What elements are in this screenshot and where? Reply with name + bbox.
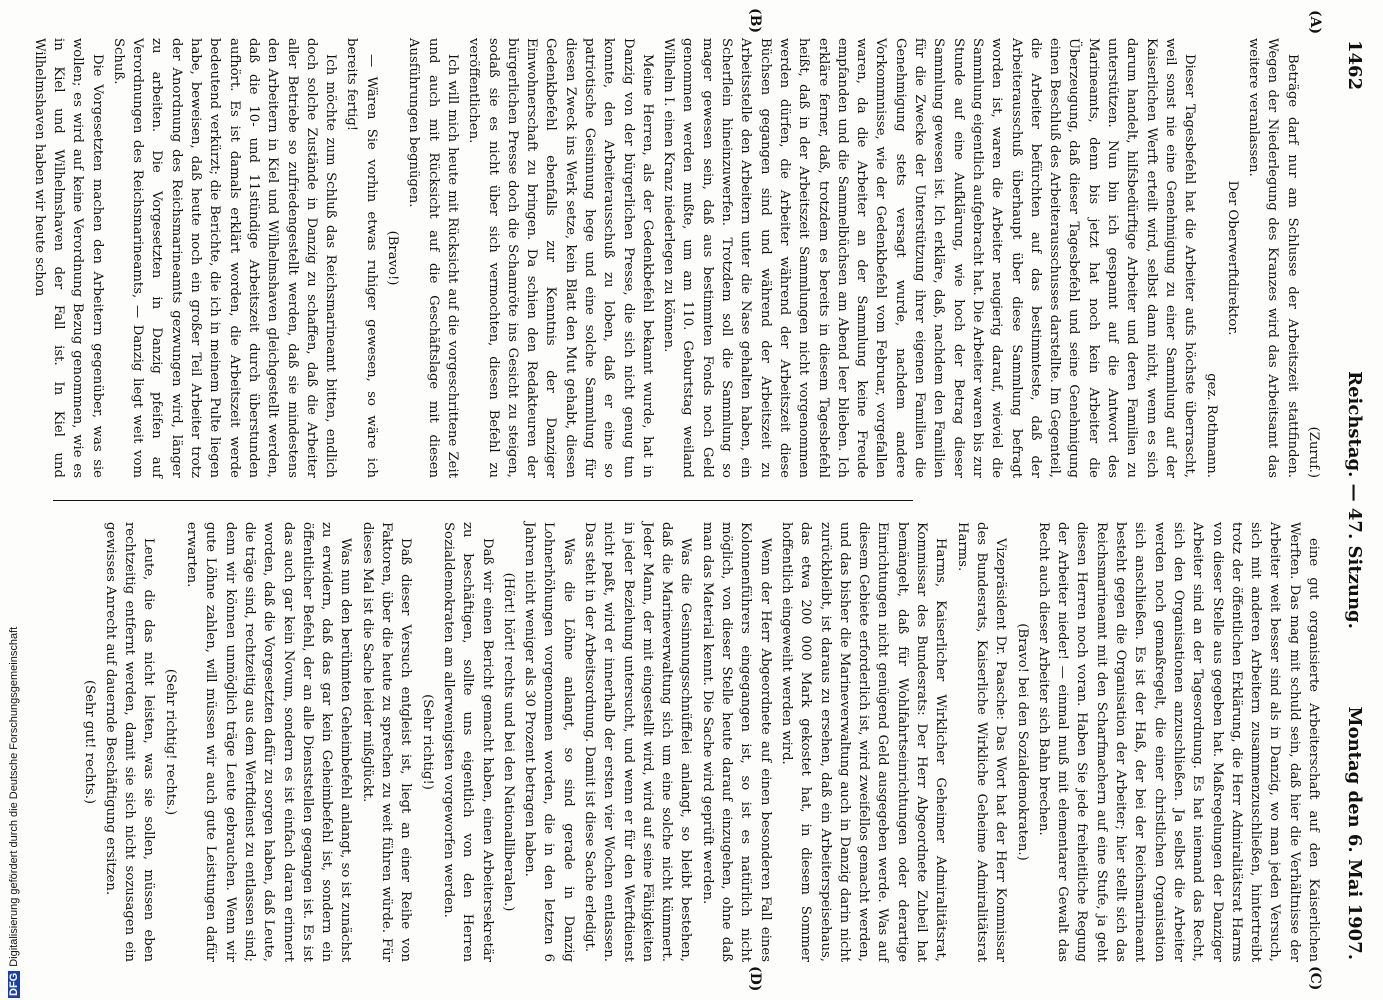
paragraph: — Wären Sie vorhin etwas ruhiger gewesen, so wäre ich bereits fertig!: [344, 38, 379, 478]
margin-marker-b: (B): [747, 8, 763, 34]
left-column: [31, 38, 1323, 478]
column-divider: [53, 500, 913, 501]
header-session: Reichstag. — 47. Sitzung.: [1344, 371, 1365, 629]
paragraph: Wenn der Herr Abgeordnete auf einen besonderen Fall eines Kolonnenführers eingegangen ist, so ist es natürlich nicht möglich, von dieser Stelle heute darauf einzugehen, ohne daß man das Material kennt. Die Sache wird geprüft werden.: [699, 522, 773, 962]
interjection: (Sehr richtig! rechts.): [162, 668, 178, 816]
paragraph: Beträge darf nur am Schlusse der Arbeitszeit stattfinden. Wegen der Niederlegung des Kranzes wird das Arbeitsamt das weitere veranlassen.: [1246, 38, 1300, 478]
paragraph: Harms, Kaiserlicher Wirklicher Geheimer Admiralitätsrat, Kommissar des Bundesrats: Der Herr Abgeordnete Zubeil hat bemängelt, daß für Wohlfahrtseinrichtungen oder derartige Einrichtungen nicht genügend Geld ausgegeben werde. Was auf diesem Gebiete erforderlich ist, wird zweifellos gemacht werden, und das bisher die Marineverwaltung auch in Danzig darin nicht zurückbleibt, ist daraus zu ersehen, daß ein Arbeiterspeisehaus, das etwa 200 000 Mark gekostet hat, in diesem Sommer hoffentlich eingeweiht werden wird.: [778, 522, 949, 962]
paragraph: Was die Löhne anlangt, so sind gerade in Danzig Lohnerhöhungen vorgenommen worden, die in den letzten 6 Jahren nicht weniger als 30 Prozent betragen haben.: [522, 522, 576, 962]
speaker-intro: Vizepräsident Dr. Paasche: Das Wort hat der Herr Kommissar des Bundesrats, Kaiserliche Wirkliche Geheime Admiralitätsrat Harms.: [954, 522, 1009, 962]
paragraph: Was nun den berühmten Geheimbefehl anlangt, so ist zunächst zu erwidern, daß das gar kein Geheimbefehl ist, sondern ein öffentlicher Befehl, der an alle Dienststellen gegangen ist. Es ist das auch gar kein Novum, sondern es ist einfach daran erinnert worden, daß die Vorgesetzten dafür zu sorgen haben, daß Leute, die träge sind, rechtzeitig aus dem Werftdienst zu entlassen sind; denn wir können unmöglich träge Leute gebrauchen. Wenn wir gute Löhne zahlen, will müssen wir auch gute Leistungen dafür erwarten.: [184, 522, 354, 962]
margin-marker-c: (C): [1307, 966, 1323, 991]
paragraph: Was die Gesinnungsschnüffelei anlangt, so bleibt bestehen, daß die Marineverwaltung sich um eine solche nicht kümmert. Jeder Mann, der mit eingestellt wird, wird auf seine Fähigkeiten in jeder Beziehung untersucht, und wenn er für den Werftdienst nicht paßt, wird er innerhalb der ersten vier Wochen entlassen. Das steht in der Arbeitsordnung. Damit ist diese Sache erledigt.: [582, 522, 694, 962]
paragraph: eine gut organisierte Arbeiterschaft auf den Kaiserlichen Werften. Das mag mit schuld sein, daß hier die Verhältnisse der Arbeiter weit besser sind als in Danzig, wo man jeden Versuch, sich mit anderen Arbeitern zusammenzuschließen, hintertreibt trotz der öffentlichen Erklärung, die Herr Admiralitätsrat Harms von dieser Stelle aus gegeben hat. Maßregelungen der Danziger Arbeiter sind an der Tagesordnung. Es hat niemand das Recht, sich den Organisationen anzuschließen. Ja selbst die Arbeiter werden noch gemaßregelt, die einer christlichen Organisation sich anschließen. Es ist der Haß, der bei der Reichsmarineamt besteht gegen die Organisation der Arbeiter; hier stellt sich das Reichsmarineamt mit den Scharfmachern auf eine Stufe, ja geht diesen Herren noch voran. Haben Sie jede freiheitliche Regung der Arbeiter nieder! — einmal muß mit elementarer Gewalt das Recht auch dieser Arbeiter sich Bahn brechen.: [1035, 522, 1321, 962]
header-date: Montag den 6. Mai 1907.: [1344, 706, 1365, 960]
footer-text: Digitalisierung gefördert durch die Deutsche Forschungsgemeinschaft: [8, 626, 20, 967]
right-column: [81, 522, 1323, 962]
dfg-logo: DFG: [8, 972, 20, 996]
margin-marker-d: (D): [747, 966, 763, 992]
interjection: (Sehr richtig!): [419, 694, 435, 790]
rotated-page: [31, 0, 1383, 1000]
paragraph: Die Vorgesetzten machen den Arbeitern gegenüber, was sie wollen; es wird auf keine Verordnung Bezug genommen, wie es in Kiel und Wilhelmshaven der Fall ist. In Kiel und Wilhelmshaven haben wir heute schon: [31, 38, 105, 478]
paragraph: Daß wir einen Bericht gemacht haben, einen Arbeitersekretär zu beschäftigen, sollte uns eigentlich von den Herren Sozialdemokraten am allerwenigsten vorgeworfen werden.: [440, 522, 495, 962]
signature-name: gez. Rothmann.: [1203, 373, 1219, 478]
paragraph: (Zuruf.): [1306, 426, 1321, 478]
paragraph: Ich will mich heute mit Rücksicht auf die vorgeschrittene Zeit und auch mit Rücksicht auf die Geschäftslage mit diesen Ausführungen begnügen.: [406, 38, 460, 478]
interjection: (Bravo!): [385, 230, 401, 286]
footer-text-wrap: [8, 627, 20, 998]
paragraph: Ich möchte zum Schluß das Reichsmarineamt bitten, endlich doch solche Zustände in Danzig zu schaffen, daß die Arbeiter aller Betriebe so zufriedengestellt werden, daß sie mindestens den Arbeitern in Kiel und Wilhelmshaven gleichgestellt werden, daß die 10- und 11stündige Arbeitszeit durch überstunden aufhört. Es ist damals erklärt worden, die Arbeitszeit werde bedeutend verkürzt; die Berichte, die ich in meinem Pulte liegen habe, beweisen, daß heute noch ein großer Teil Arbeiter trotz der Anordnung des Reichsmarineamts gezwungen wird, länger zu arbeiten. Die Vorgesetzten in Danzig pfeifen auf Verordnungen des Reichsmarineamts, — Danzig liegt weit vom Schuß.: [110, 38, 339, 478]
funding-footer: [4, 618, 20, 998]
interjection: (Bravo! bei den Sozialdemokraten.): [1014, 623, 1030, 861]
paragraph: Meine Herren, als der Gedenkbefehl bekannt wurde, hat in Danzig von der bürgerlichen Presse, die sich nicht genug tun konnte, den Arbeiterausschuß zu loben, daß er eine so patriotische Gesinnung hege und eine solche Sammlung für diesen Zweck ins Werk setze, kein Blatt den Mut gehabt, diesen Gedenkbefehl ebenfalls zur Kenntnis der Danziger Einwohnerschaft zu bringen. Da schien den Redakteuren der bürgerlichen Presse doch die Schamröte ins Gesicht zu steigen, sodaß sie es nicht über sich vermochten, diesen Befehl zu veröffentlichen.: [466, 38, 655, 478]
signature-title: Der Oberwerftdirektor.: [1224, 180, 1240, 336]
margin-marker-a: (A): [1307, 10, 1323, 35]
paragraph: Daß dieser Versuch entgleist ist, liegt an einer Reihe von Faktoren, über die heute zu sprechen zu weit führen würde. Für dieses Mal ist die Sache leider mißglückt.: [359, 522, 414, 962]
page-number: 1462: [1344, 40, 1365, 91]
interjection: (Sehr gut! rechts.): [81, 679, 97, 805]
paragraph: Leute, die das nicht leisten, was sie sollen, müssen eben rechtzeitig entfernt werden, damit sie sich nicht sozusagen ein gewisses Anrecht auf dauernde Beschäftigung ersitzen.: [102, 522, 157, 962]
paragraph: Dieser Tagesbefehl hat die Arbeiter aufs höchste überrascht, weil sonst nie eine Genehmigung zu einer Sammlung auf der Kaiserlichen Werft erteilt wird, selbst dann nicht, wenn es sich darum handelt, hilfsbedürftige Arbeiter und deren Familien zu unterstützen. Nun bin ich gespannt auf die Antwort des Marineamts, denn bis jetzt hat noch kein Arbeiter die Überzeugung, daß dieser Tagesbefehl und seine Genehmigung einen Beschluß des Arbeiterausschusses darstellte. Im Gegenteil, die Arbeiter befürchten auf das bestimmteste, daß der Arbeiterausschuß überhaupt über diese Sammlung befragt worden ist, waren die Arbeiter neugierig darauf, wieviel die Sammlung eigentlich aufgebracht hat. Die Arbeiter waren bis zur Stunde auf eine Aufklärung, wie hoch der Betrag dieser Sammlung gewesen ist. Ich erkläre, daß, nachdem den Familien für die Zwecke der Unterstützung ihrer eigenen Familien die Genehmigung stets versagt wurde, nachdem andere Vorkommnisse, wie der Gedenkbefehl vom Februar, vorgefallen waren, da die Arbeiter an der Sammlung keine Freude empfanden und die Sammelbüchsen am Abend leer blieben. Ich erkläre ferner, daß, trotzdem es bereits in diesem Tagesbefehl heißt, daß in der Arbeitszeit Sammlungen nicht vorgenommen werden dürfen, die Arbeiter während der Arbeitszeit diese Büchsen gegangen sind und während der Arbeitszeit zu Arbeitsstelle den Arbeitern unter die Nase gehalten haben, ein Scherflein hineinzuwerfen. Trotzdem soll die Sammlung so mager gewesen sein, daß aus bestimmten Fonds noch Geld genommen werden mußte, um am 110. Geburtstag weiland Wilhelm I. einen Kranz niederlegen zu können.: [661, 38, 1198, 478]
interjection: (Hört! hört! rechts und bei den Nationalliberalen.): [500, 572, 516, 912]
page-header: [1335, 0, 1365, 1000]
